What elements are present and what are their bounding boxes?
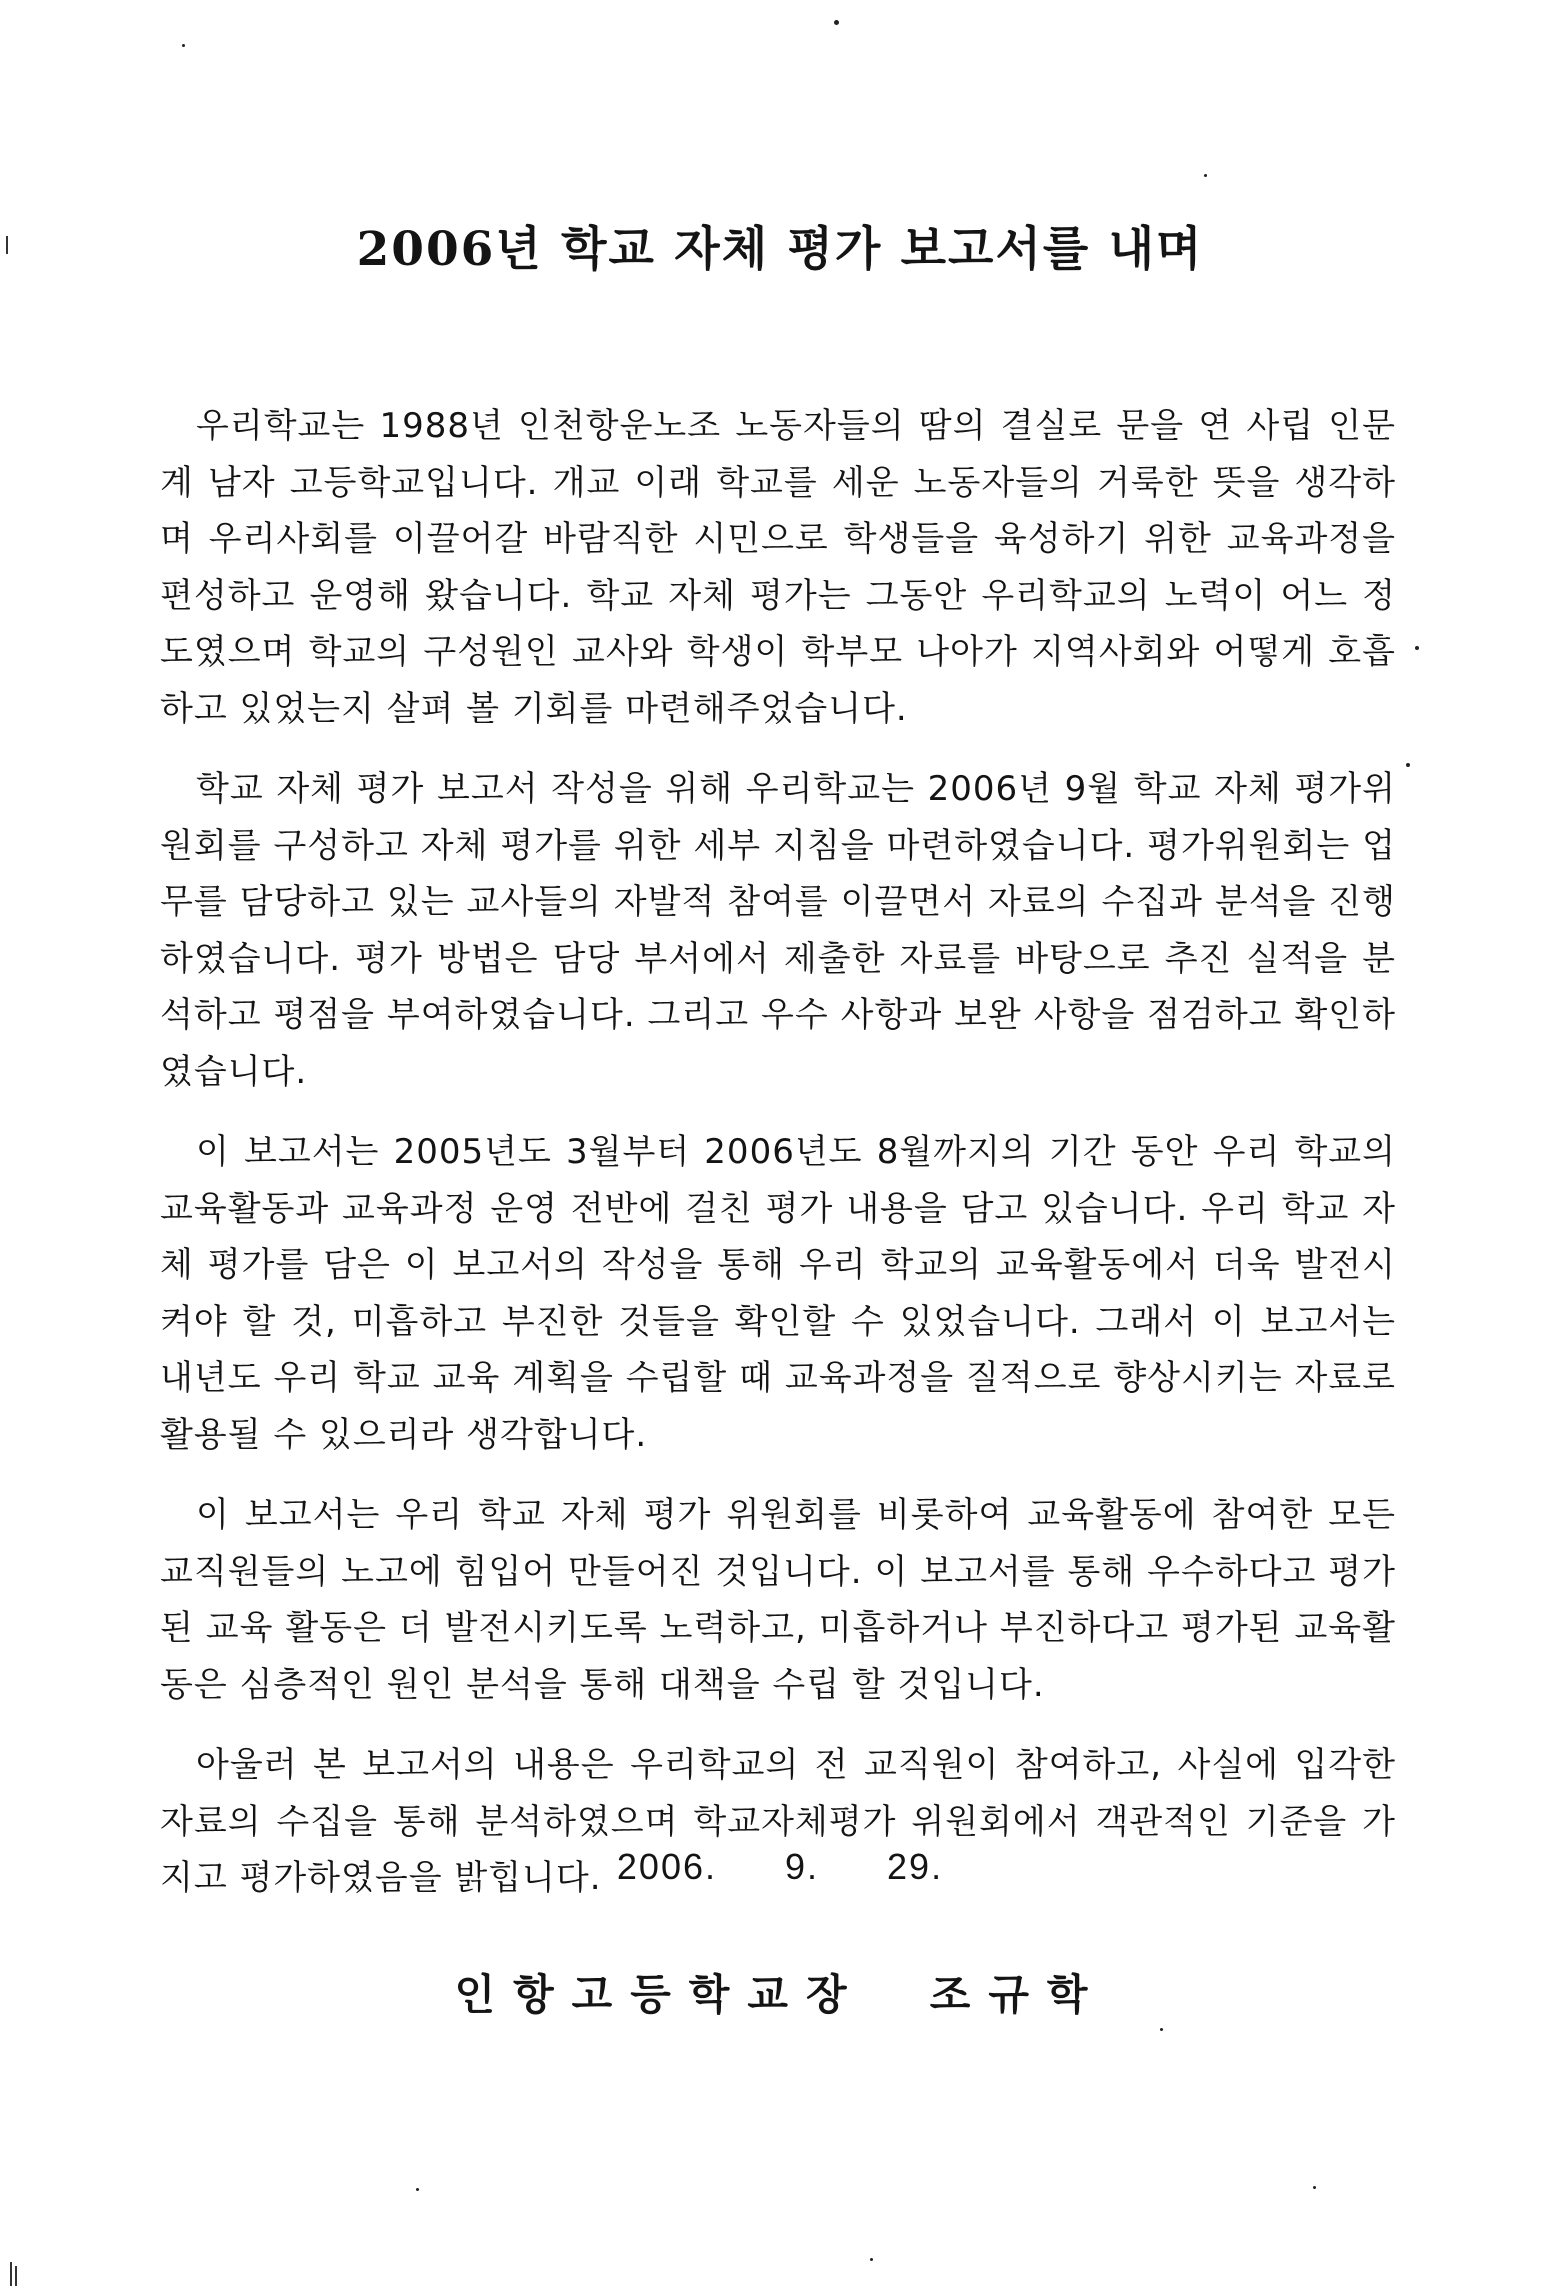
paragraph-scope: 이 보고서는 2005년도 3월부터 2006년도 8월까지의 기간 동안 우리 학교의 교육활동과 교육과정 운영 전반에 걸친 평가 내용을 담고 있습니다. 우리 학교 자체 평가를 담은 이 보고서의 작성을 통해 우리 학교의 교육활동에서 더욱 발전시켜야 할 것, 미흡하고 부진한 것들을 확인할 수 있었습니다. 그래서 이 보고서는 내년도 우리 학교 교육 계획을 수립할 때 교육과정을 질적으로 향상시키는 자료로 활용될 수 있으리라 생각합니다. [160, 1132, 1396, 1455]
paragraph-closing: 아울러 본 보고서의 내용은 우리학교의 전 교직원이 참여하고, 사실에 입각한 자료의 수집을 통해 분석하였으며 학교자체평가 위원회에서 객관적인 기준을 가지고 평가하였음을 밝힙니다. [160, 1745, 1396, 1898]
document-title: 2006년 학교 자체 평가 보고서를 내며 [356, 222, 1204, 277]
scan-edge-mark [15, 2266, 17, 2286]
scan-speck [834, 20, 839, 25]
principal-signature-line: 인항고등학교장 조규학 [454, 1970, 1106, 2019]
scan-speck [1313, 2186, 1316, 2189]
scan-edge-mark [10, 2262, 12, 2286]
scan-speck [416, 2188, 419, 2191]
document-body [160, 398, 1396, 1931]
scan-speck [182, 44, 185, 47]
paragraph-intro: 우리학교는 1988년 인천항운노조 노동자들의 땀의 결실로 문을 연 사립 인문계 남자 고등학교입니다. 개교 이래 학교를 세운 노동자들의 거룩한 뜻을 생각하며 우리사회를 이끌어갈 바람직한 시민으로 학생들을 육성하기 위한 교육과정을 편성하고 운영해 왔습니다. 학교 자체 평가는 그동안 우리학교의 노력이 어느 정도였으며 학교의 구성원인 교사와 학생이 학부모 나아가 지역사회와 어떻게 호흡하고 있었는지 살펴 볼 기회를 마련해주었습니다. [160, 406, 1396, 729]
scan-speck [1160, 2028, 1163, 2031]
paragraph-acknowledgement: 이 보고서는 우리 학교 자체 평가 위원회를 비롯하여 교육활동에 참여한 모든 교직원들의 노고에 힘입어 만들어진 것입니다. 이 보고서를 통해 우수하다고 평가된 교육 활동은 더 발전시키도록 노력하고, 미흡하거나 부진하다고 평가된 교육활동은 심층적인 원인 분석을 통해 대책을 수립 할 것입니다. [160, 1495, 1396, 1705]
scan-speck [870, 2258, 873, 2261]
scan-speck [1204, 174, 1207, 177]
scan-edge-mark [6, 236, 8, 254]
scan-speck [1406, 763, 1410, 767]
document-date: 2006. 9. 29. [616, 1846, 944, 1887]
paragraph-committee: 학교 자체 평가 보고서 작성을 위해 우리학교는 2006년 9월 학교 자체 평가위원회를 구성하고 자체 평가를 위한 세부 지침을 마련하였습니다. 평가위원회는 업무를 담당하고 있는 교사들의 자발적 참여를 이끌면서 자료의 수집과 분석을 진행하였습니다. 평가 방법은 담당 부서에서 제출한 자료를 바탕으로 추진 실적을 분석하고 평점을 부여하였습니다. 그리고 우수 사항과 보완 사항을 점검하고 확인하였습니다. [160, 769, 1396, 1092]
scan-speck [1415, 646, 1419, 650]
